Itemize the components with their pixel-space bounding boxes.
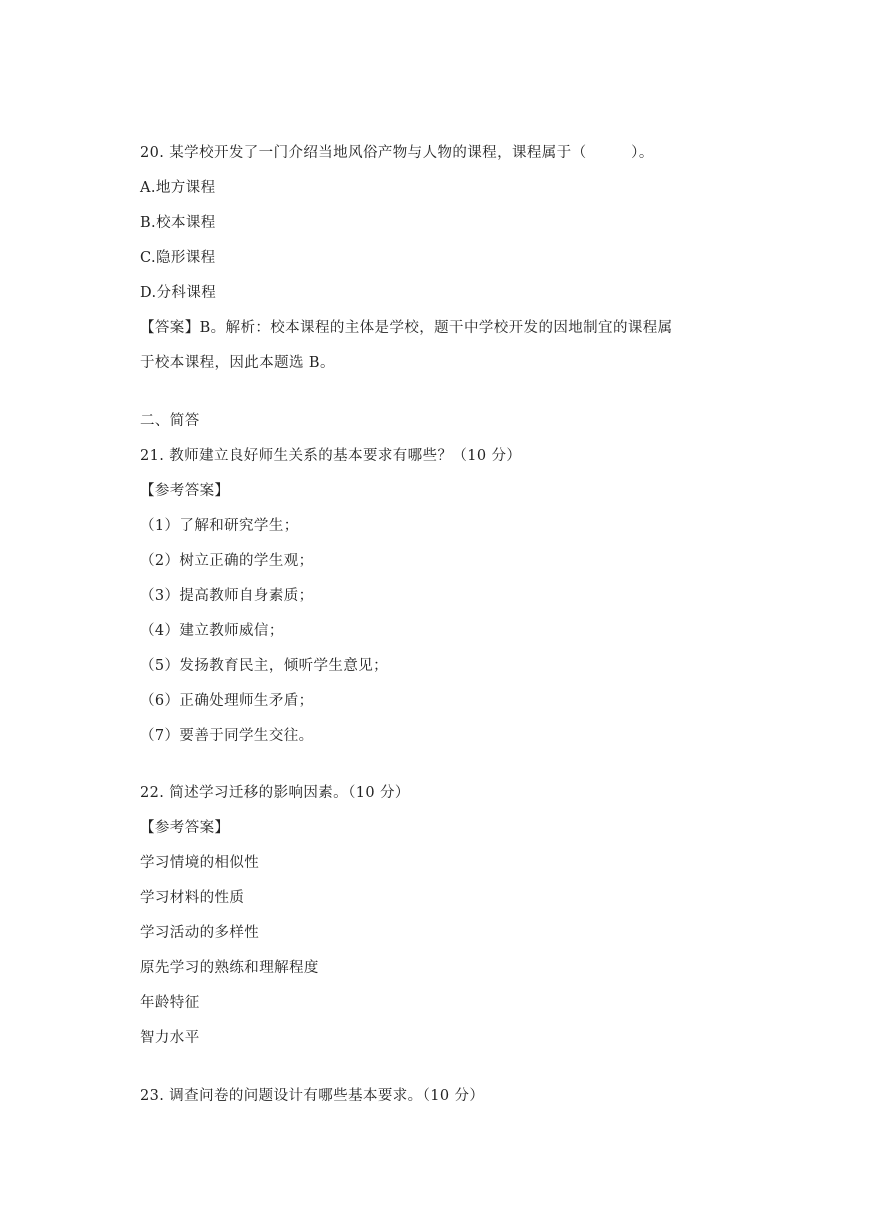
answer-22-item: 原先学习的熟练和理解程度 (140, 960, 319, 976)
answer-21-item: （1）了解和研究学生； (140, 518, 299, 534)
question-22: 22. 简述学习迁移的影响因素。（10 分） (140, 785, 410, 801)
option-a: A.地方课程 (140, 180, 216, 196)
reference-answer-label: 【参考答案】 (140, 820, 230, 836)
question-23: 23. 调查问卷的问题设计有哪些基本要求。（10 分） (140, 1088, 485, 1104)
reference-answer-label: 【参考答案】 (140, 483, 230, 499)
question-21: 21. 教师建立良好师生关系的基本要求有哪些？（10 分） (140, 448, 522, 464)
answer-20-line-1: 【答案】B。解析：校本课程的主体是学校，题干中学校开发的因地制宜的课程属 (140, 320, 673, 336)
question-20: 20. 某学校开发了一门介绍当地风俗产物与人物的课程，课程属于（ ）。 (140, 145, 654, 161)
option-d: D.分科课程 (140, 285, 217, 301)
option-b: B.校本课程 (140, 215, 216, 231)
answer-21-item: （3）提高教师自身素质； (140, 588, 314, 604)
answer-21-item: （4）建立教师威信； (140, 623, 284, 639)
answer-21-item: （6）正确处理师生矛盾； (140, 693, 314, 709)
answer-22-item: 学习活动的多样性 (140, 925, 260, 941)
option-c: C.隐形课程 (140, 250, 216, 266)
answer-22-item: 智力水平 (140, 1030, 200, 1046)
answer-21-item: （7）要善于同学生交往。 (140, 728, 314, 744)
answer-22-item: 年龄特征 (140, 995, 200, 1011)
section-title: 二、简答 (140, 413, 200, 429)
answer-20-line-2: 于校本课程，因此本题选 B。 (140, 355, 335, 371)
answer-22-item: 学习材料的性质 (140, 890, 245, 906)
answer-21-item: （5）发扬教育民主，倾听学生意见； (140, 658, 389, 674)
answer-22-item: 学习情境的相似性 (140, 855, 260, 871)
answer-21-item: （2）树立正确的学生观； (140, 553, 314, 569)
